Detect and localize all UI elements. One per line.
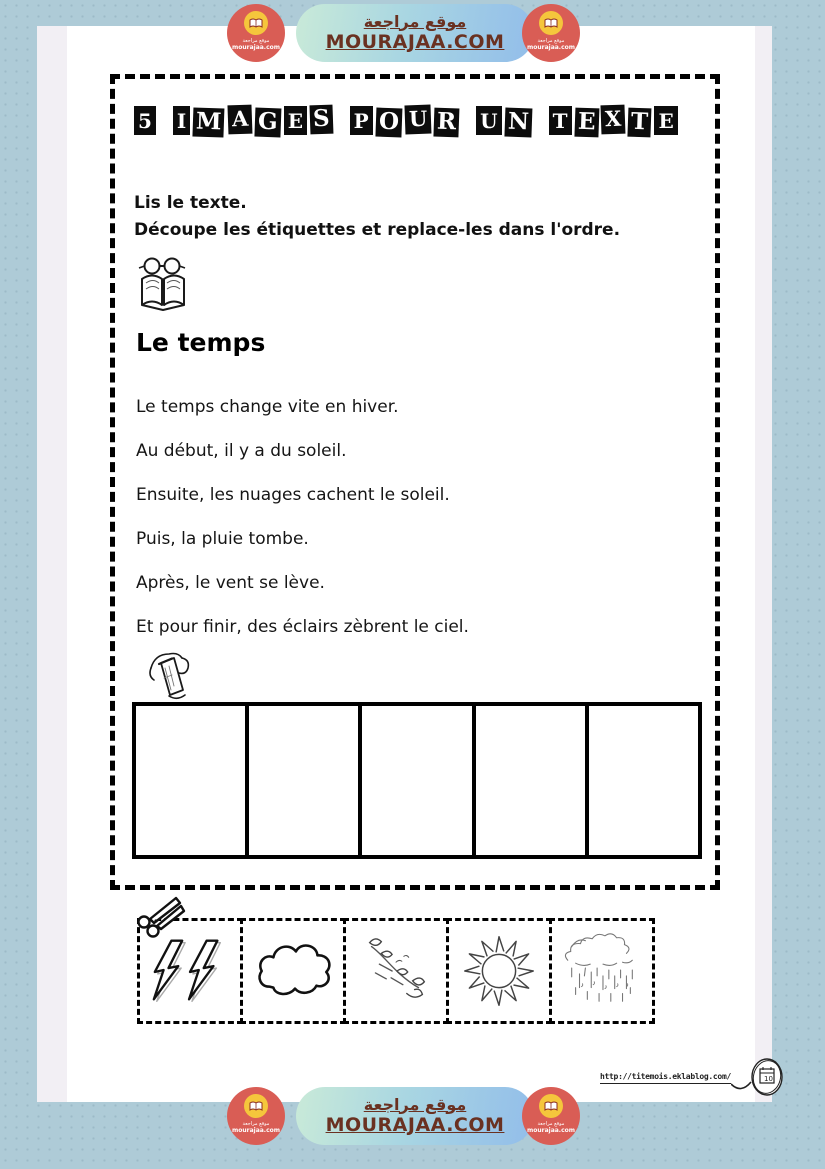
credit-url[interactable]: http://titemois.eklablog.com/ (600, 1072, 731, 1084)
instructions (134, 190, 620, 244)
book-icon (539, 1094, 563, 1118)
answer-boxes (132, 702, 702, 859)
title-letter: 5 (134, 106, 156, 135)
title-letter: S (309, 105, 333, 135)
badge-arabic-label: موقع مراجعة (242, 38, 270, 44)
answer-box-4[interactable] (476, 706, 589, 855)
cloud-icon (249, 927, 337, 1015)
title-letter: P (350, 106, 373, 135)
badge-arabic-label: موقع مراجعة (537, 38, 565, 44)
story-line: Ensuite, les nuages cachent le soleil. (136, 485, 450, 505)
title-letter: N (504, 108, 532, 138)
instruction-line: Lis le texte. (134, 193, 247, 213)
title-letter: A (227, 105, 252, 135)
story-title: Le temps (136, 328, 266, 357)
title-letter: O (375, 108, 402, 138)
scissors-icon (134, 893, 186, 939)
title-letter: E (654, 106, 677, 135)
story-line: Au début, il y a du soleil. (136, 441, 347, 461)
etiquette-rain[interactable] (549, 918, 655, 1024)
blog-logo-doodle (731, 1054, 785, 1102)
reading-icon (134, 256, 192, 312)
title-letter: E (284, 106, 307, 135)
title-letter: T (628, 108, 652, 138)
book-icon (539, 11, 563, 35)
title-letter: T (549, 106, 572, 135)
badge-domain-label: mourajaa.com (231, 44, 281, 51)
etiquette-wind[interactable] (343, 918, 449, 1024)
badge-domain-label: mourajaa.com (526, 44, 576, 51)
title-letter: I (173, 106, 190, 135)
title-letter: R (433, 108, 459, 138)
title-letter: G (254, 108, 281, 138)
book-icon (244, 1094, 268, 1118)
etiquette-cloud[interactable] (240, 918, 346, 1024)
banner-arabic-title: موقع مراجعة (363, 11, 467, 31)
site-badge (522, 1087, 580, 1145)
sun-icon (455, 927, 543, 1015)
answer-box-2[interactable] (249, 706, 362, 855)
story-line: Le temps change vite en hiver. (136, 397, 399, 417)
story-text (136, 398, 469, 662)
badge-domain-label: mourajaa.com (231, 1127, 281, 1134)
site-badge (227, 4, 285, 62)
svg-text:10: 10 (763, 1075, 773, 1083)
credit (600, 1054, 785, 1102)
worksheet-title (134, 106, 678, 135)
rain-icon (558, 927, 646, 1015)
title-letter: U (404, 105, 431, 135)
title-word (350, 106, 460, 135)
banner-domain[interactable]: MOURAJAA.COM (325, 30, 505, 53)
title-word (476, 106, 531, 135)
wind-icon (352, 927, 440, 1015)
banner-arabic-title: موقع مراجعة (363, 1094, 467, 1114)
title-letter: E (574, 108, 599, 138)
story-line: Après, le vent se lève. (136, 573, 325, 593)
answer-box-1[interactable] (136, 706, 249, 855)
banner-domain[interactable]: MOURAJAA.COM (325, 1113, 505, 1136)
title-word (549, 106, 678, 135)
answer-box-5[interactable] (589, 706, 698, 855)
title-word (134, 106, 156, 135)
etiquette-strip (137, 918, 655, 1024)
site-badge (522, 4, 580, 62)
site-banner-footer (296, 1087, 534, 1145)
lightning-icon (146, 927, 234, 1015)
badge-arabic-label: موقع مراجعة (242, 1121, 270, 1127)
site-banner (296, 4, 534, 62)
answer-box-3[interactable] (362, 706, 475, 855)
instruction-line: Découpe les étiquettes et replace-les dans l'ordre. (134, 220, 621, 241)
badge-domain-label: mourajaa.com (526, 1127, 576, 1134)
title-letter: X (600, 105, 625, 135)
badge-arabic-label: موقع مراجعة (537, 1121, 565, 1127)
etiquette-sun[interactable] (446, 918, 552, 1024)
title-word (173, 106, 333, 135)
site-badge (227, 1087, 285, 1145)
title-letter: U (476, 106, 501, 135)
title-letter: M (193, 107, 225, 137)
book-icon (244, 11, 268, 35)
story-line: Et pour finir, des éclairs zèbrent le ciel. (136, 617, 469, 637)
story-line: Puis, la pluie tombe. (136, 529, 309, 549)
glue-stick-icon (142, 648, 194, 702)
